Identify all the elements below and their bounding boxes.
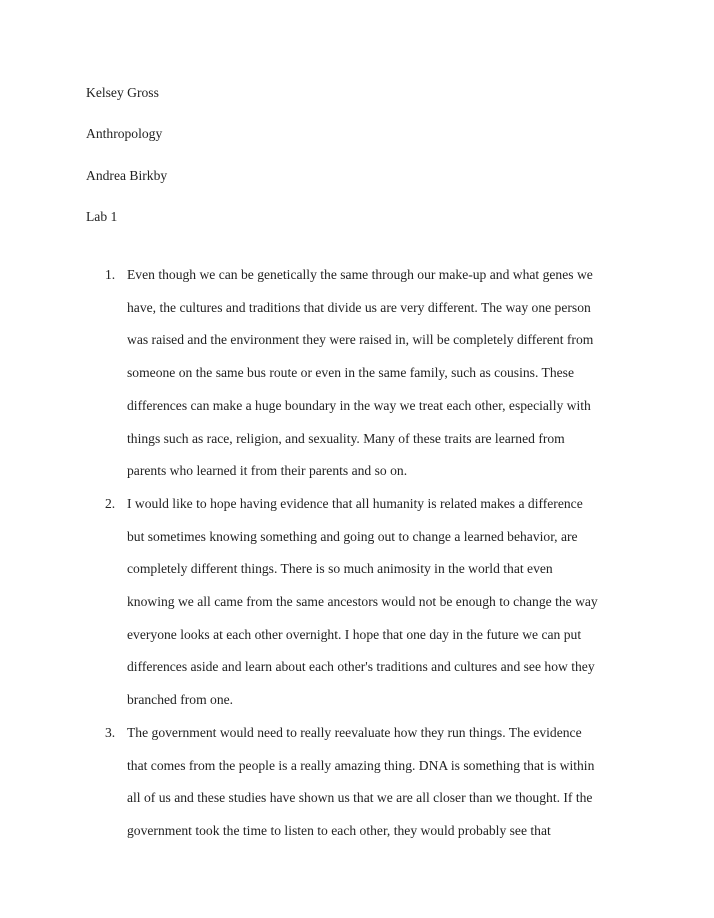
answer-text-line: Even though we can be genetically the same through our make-up and what genes we: [127, 267, 593, 282]
answer-text-line: but sometimes knowing something and going out to change a learned behavior, are: [127, 528, 578, 544]
answer-3: [86, 717, 646, 848]
answer-text-line: everyone looks at each other overnight. I hope that one day in the future we can put: [127, 626, 582, 642]
answer-text-line: government took the time to listen to each other, they would probably see that: [127, 822, 551, 838]
answer-text-line: things such as race, religion, and sexuality. Many of these traits are learned from: [127, 430, 565, 446]
answer-number: 3.: [105, 724, 116, 740]
answer-text-line: I would like to hope having evidence that all humanity is related makes a difference: [127, 495, 583, 511]
answer-text-line: parents who learned it from their parents and so on.: [127, 463, 408, 479]
answer-text-line: differences can make a huge boundary in the way we treat each other, especially with: [127, 397, 591, 413]
answer-number: 1.: [105, 267, 116, 282]
answer-text-line: all of us and these studies have shown us that we are all closer than we thought. If the: [127, 790, 593, 806]
assignment-title: Lab 1: [86, 209, 118, 224]
answer-2: [86, 488, 646, 717]
answer-text-line: was raised and the environment they were raised in, will be completely different from: [127, 332, 594, 348]
answer-text-line: that comes from the people is a really amazing thing. DNA is something that is within: [127, 757, 595, 773]
answers-list: [86, 259, 646, 848]
answer-text-line: branched from one.: [127, 692, 234, 708]
course-name: Anthropology: [86, 126, 163, 141]
answer-text-line: have, the cultures and traditions that divide us are very different. The way one person: [127, 299, 591, 315]
answer-1: [86, 259, 646, 488]
answer-text-line: completely different things. There is so much animosity in the world that even: [127, 561, 553, 577]
instructor-name: Andrea Birkby: [86, 168, 168, 183]
answer-number: 2.: [105, 495, 116, 511]
answer-text-line: The government would need to really reevaluate how they run things. The evidence: [127, 724, 582, 740]
answer-text-line: differences aside and learn about each other's traditions and cultures and see how they: [127, 659, 595, 675]
answer-text-line: someone on the same bus route or even in the same family, such as cousins. These: [127, 365, 574, 381]
answer-text-line: knowing we all came from the same ancestors would not be enough to change the way: [127, 594, 598, 610]
student-name: Kelsey Gross: [86, 85, 159, 100]
